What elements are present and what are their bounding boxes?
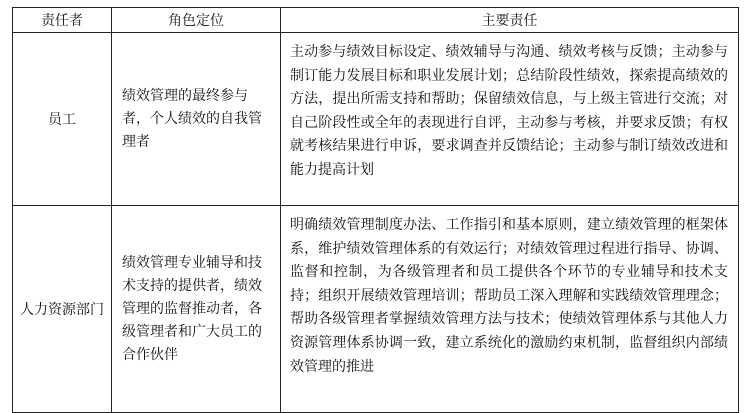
position-cell: 绩效管理的最终参与者，个人绩效的自我管理者	[112, 33, 281, 206]
role-cell: 人力资源部门	[13, 206, 112, 413]
table-header-row	[13, 8, 739, 33]
duties-cell: 主动参与绩效目标设定、绩效辅导与沟通、绩效考核与反馈；主动参与制订能力发展目标和职业发展计划；总结阶段性绩效，探索提高绩效的方法，提出所需支持和帮助；保留绩效信息，与上级主管进行交流；对自己阶段性或全年的表现进行自评，主动参与考核，并要求反馈；有权就考核结果进行申诉，要求调查并反馈结论；主动参与制订绩效改进和能力提高计划	[281, 33, 739, 206]
table-row	[13, 206, 739, 413]
role-cell: 员工	[13, 33, 112, 206]
header-role: 责任者	[13, 8, 112, 33]
position-cell: 绩效管理专业辅导和技术支持的提供者，绩效管理的监督推动者，各级管理者和广大员工的合作伙伴	[112, 206, 281, 413]
responsibility-table	[12, 7, 739, 413]
header-duties: 主要责任	[281, 8, 739, 33]
header-position: 角色定位	[112, 8, 281, 33]
table-row	[13, 33, 739, 206]
duties-cell: 明确绩效管理制度办法、工作指引和基本原则，建立绩效管理的框架体系，维护绩效管理体系的有效运行；对绩效管理过程进行指导、协调、监督和控制，为各级管理者和员工提供各个环节的专业辅导和技术支持；组织开展绩效管理培训；帮助员工深入理解和实践绩效管理理念；帮助各级管理者掌握绩效管理方法与技术；使绩效管理体系与其他人力资源管理体系协调一致，建立系统化的激励约束机制，监督组织内部绩效管理的推进	[281, 206, 739, 413]
